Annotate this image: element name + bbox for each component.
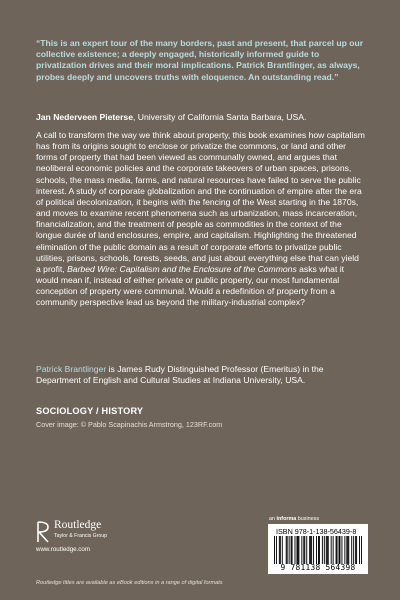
author-bio-text: is James Rudy Distinguished Professor (Emeritus) in the Department of English and Cultural Studies at Indiana University, USA. [36, 364, 324, 386]
author-bio-name: Patrick Brantlinger [36, 364, 107, 374]
informa-prefix: an [269, 516, 277, 522]
barcode-digits: 9 781138 564398 [280, 563, 356, 572]
endorsement-author [36, 112, 376, 123]
book-title-italic: Barbed Wire: Capitalism and the Enclosure of the Commons [67, 263, 297, 274]
publisher-url[interactable]: www.routledge.com [36, 546, 90, 553]
barcode-box [268, 524, 368, 574]
informa-suffix: business [296, 516, 320, 522]
book-description-part2: asks what it would mean if, instead of either private or public property, our most fundamental conception of property were communal. Would a redefinition of property from a community perspective lead us beyond the military-industrial complex? [36, 263, 345, 308]
routledge-logo-icon [36, 521, 50, 543]
publisher-group: Taylor & Francis Group [54, 533, 108, 539]
isbn-label: ISBN 978-1-138-56439-8 [276, 527, 357, 536]
informa-business-tag [269, 516, 319, 522]
barcode-icon [274, 536, 362, 564]
publisher-block [36, 519, 156, 555]
informa-name: informa [276, 516, 297, 522]
book-description-part1: A call to transform the way we think about property, this book examines how capitalism has from its origins sought to enclose or privatize the commons, or land and other forms of property that had been viewed as communally owned, and argues that neoliberal economic policies and the corporate takeovers of urban spaces, prisons, schools, the mass media, farms, and natural resources have failed to serve the public interest. A study of corporate globalization and the continuation of empire after the era of political decolonization, it begins with the fencing of the West starting in the 1870s, and moves to examine recent phenomena such as urbanization, mass incarceration, financialization, and the treatment of people as commodities in the context of the longue durée of land enclosures, empire, and capitalism. Highlighting the threatened elimination of the public domain as a result of corporate efforts to privatize public utilities, prisons, schools, forests, seeds, and just about everything else that can yield a profit, [36, 130, 365, 274]
author-bio [36, 364, 366, 386]
endorsement-author-name: Jan Nederveen Pieterse [36, 112, 133, 122]
endorsement-quote: “This is an expert tour of the many borders, past and present, that parcel up our collective existence; a deeply engaged, historically informed guide to privatization drives and their moral implications. Patrick Brantlinger, as always, probes deeply and uncovers truths with eloquence. An outstanding read.” [36, 38, 364, 82]
endorsement-author-affiliation: , University of California Santa Barbara, USA. [132, 112, 307, 122]
publisher-name: Routledge [54, 519, 102, 531]
cover-image-credit: Cover image: © Pablo Scapinachis Armstrong, 123RF.com [36, 420, 223, 429]
ebook-availability-note: Routledge titles are available as eBook editions in a range of digital formats [36, 580, 223, 586]
book-description [36, 130, 366, 309]
subject-category: SOCIOLOGY / HISTORY [36, 406, 144, 416]
